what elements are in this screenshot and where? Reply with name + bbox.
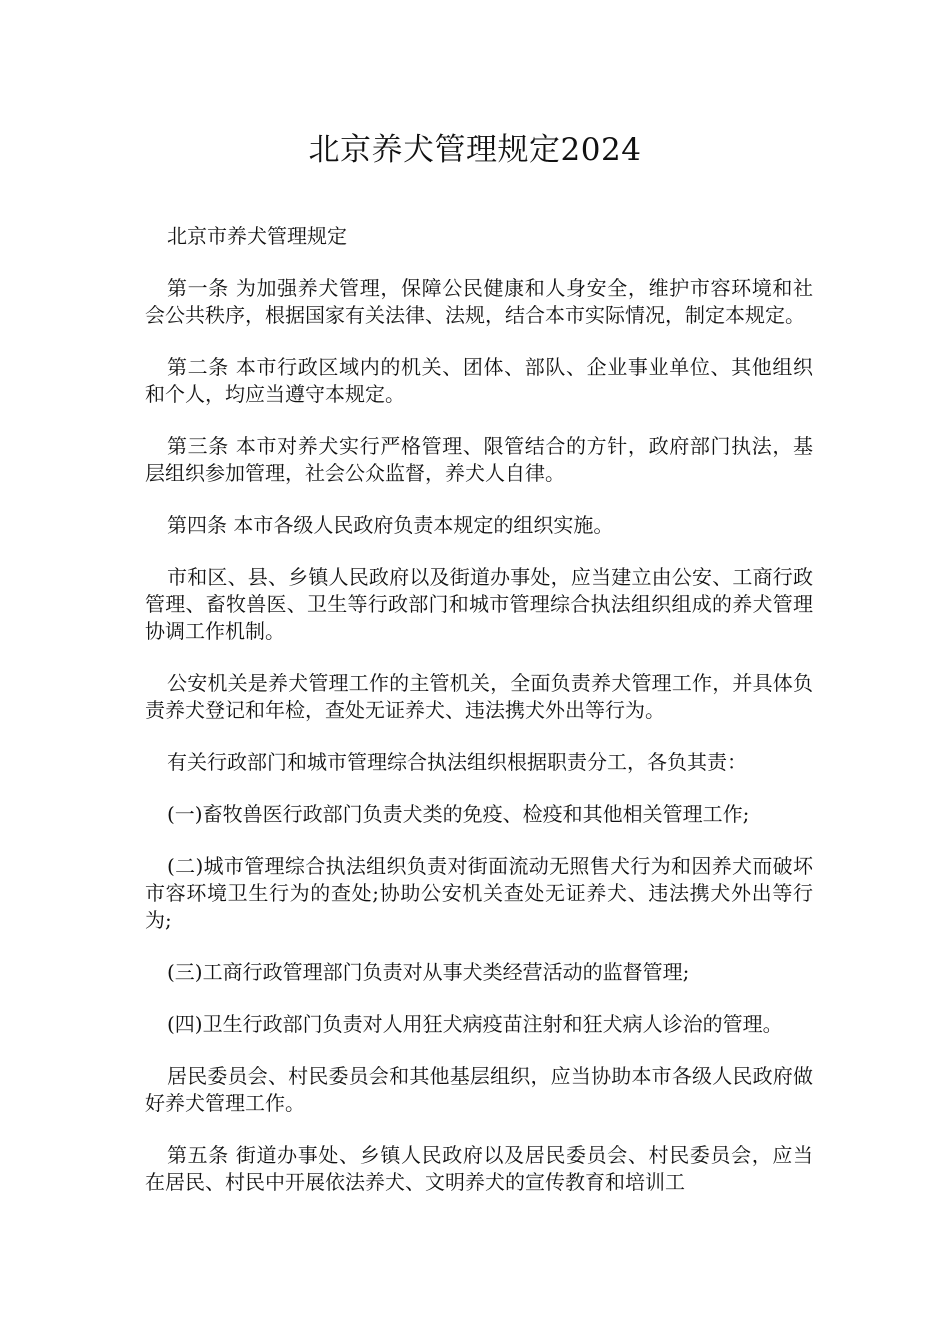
paragraph-item-2: (二)城市管理综合执法组织负责对街面流动无照售犬行为和因养犬而破坏市容环境卫生行为的查处;协助公安机关查处无证养犬、违法携犬外出等行为; bbox=[145, 854, 813, 932]
document-body bbox=[145, 223, 813, 1196]
paragraph-item-1: (一)畜牧兽医行政部门负责犬类的免疫、检疫和其他相关管理工作; bbox=[167, 802, 750, 826]
paragraph-article-5: 第五条 街道办事处、乡镇人民政府以及居民委员会、村民委员会，应当在居民、村民中开展依法养犬、文明养犬的宣传教育和培训工 bbox=[145, 1143, 813, 1194]
paragraph-grassroots-organizations: 居民委员会、村民委员会和其他基层组织，应当协助本市各级人民政府做好养犬管理工作。 bbox=[145, 1064, 813, 1115]
paragraph-responsibilities-intro: 有关行政部门和城市管理综合执法组织根据职责分工，各负其责： bbox=[167, 750, 747, 774]
document-title: 北京养犬管理规定2024 bbox=[308, 132, 642, 168]
paragraph-article-3: 第三条 本市对养犬实行严格管理、限管结合的方针，政府部门执法，基层组织参加管理，社会公众监督，养犬人自律。 bbox=[145, 434, 813, 485]
paragraph-regulation-name: 北京市养犬管理规定 bbox=[167, 224, 347, 248]
paragraph-article-1: 第一条 为加强养犬管理，保障公民健康和人身安全，维护市容环境和社会公共秩序，根据国家有关法律、法规，结合本市实际情况，制定本规定。 bbox=[145, 276, 813, 327]
paragraph-article-4: 第四条 本市各级人民政府负责本规定的组织实施。 bbox=[167, 513, 614, 537]
paragraph-item-3: (三)工商行政管理部门负责对从事犬类经营活动的监督管理; bbox=[167, 960, 690, 984]
paragraph-item-4: (四)卫生行政部门负责对人用狂犬病疫苗注射和狂犬病人诊治的管理。 bbox=[167, 1012, 783, 1036]
paragraph-article-2: 第二条 本市行政区域内的机关、团体、部队、企业事业单位、其他组织和个人，均应当遵守本规定。 bbox=[145, 355, 813, 406]
paragraph-coordination-mechanism: 市和区、县、乡镇人民政府以及街道办事处，应当建立由公安、工商行政管理、畜牧兽医、卫生等行政部门和城市管理综合执法组织组成的养犬管理协调工作机制。 bbox=[145, 565, 813, 643]
paragraph-public-security: 公安机关是养犬管理工作的主管机关，全面负责养犬管理工作，并具体负责养犬登记和年检，查处无证养犬、违法携犬外出等行为。 bbox=[145, 671, 813, 722]
